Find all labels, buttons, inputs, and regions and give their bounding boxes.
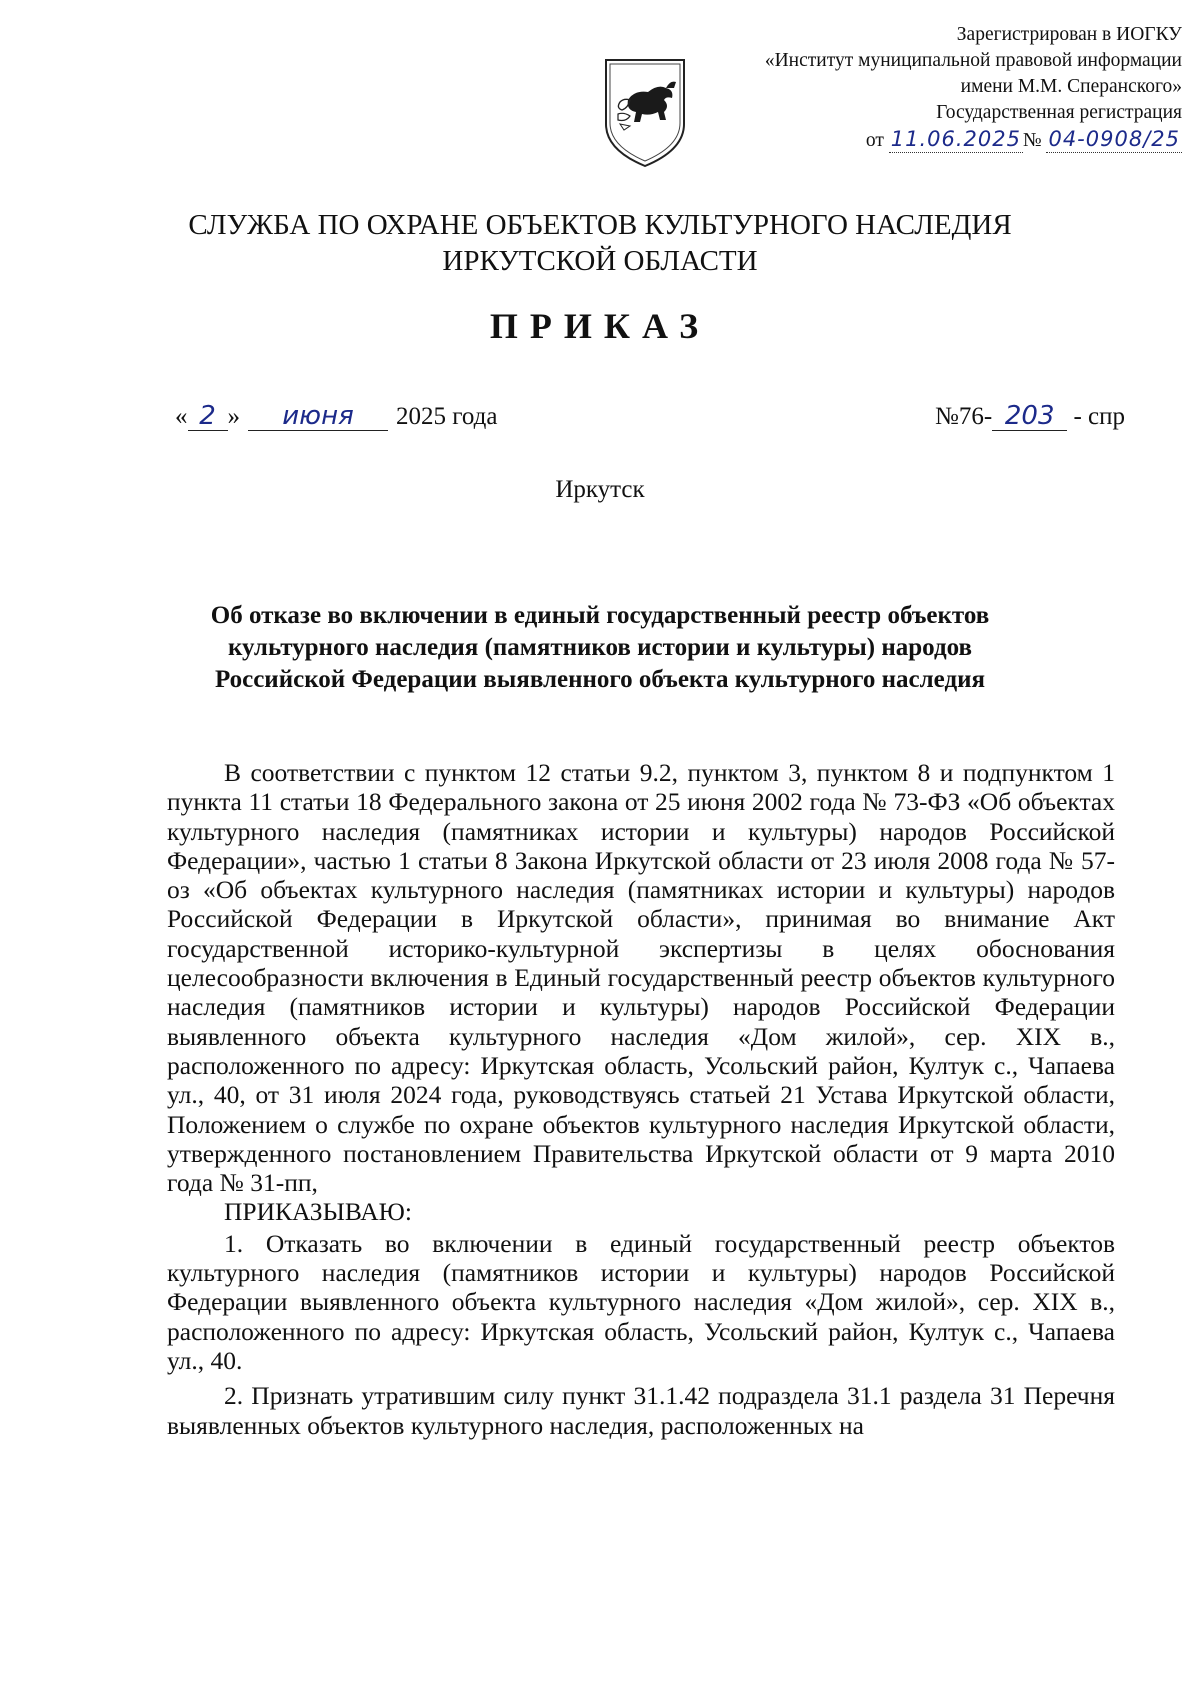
date-open-quote: «	[175, 403, 188, 430]
registration-number: 04-0908/25	[1048, 127, 1180, 151]
order-date	[175, 402, 497, 431]
registration-line: «Институт муниципальной правовой информации	[764, 50, 1182, 71]
order-year: 2025 года	[396, 403, 498, 430]
order-item: 2. Признать утратившим силу пункт 31.1.42 подраздела 31.1 раздела 31 Перечня выявленных объектов культурного наследия, расположенных на	[167, 1381, 1115, 1440]
order-month: июня	[248, 402, 388, 431]
order-word: ПРИКАЗЫВАЮ:	[224, 1197, 412, 1227]
order-date-row	[175, 402, 1125, 442]
date-close-quote: »	[227, 403, 240, 430]
order-title: ПРИКАЗ	[489, 306, 711, 346]
registration-line: Государственная регистрация	[936, 102, 1182, 123]
order-number-suffix: - спр	[1073, 403, 1125, 430]
agency-line: ИРКУТСКОЙ ОБЛАСТИ	[442, 245, 758, 277]
order-subject	[150, 600, 1050, 696]
order-number-value: 203	[992, 402, 1067, 431]
subject-line: Российской Федерации выявленного объекта культурного наследия	[214, 666, 986, 693]
registration-block	[662, 22, 1182, 154]
subject-line: Об отказе во включении в единый государственный реестр объектов	[210, 602, 990, 629]
order-day: 2	[188, 402, 228, 431]
registration-from-label: от	[865, 130, 884, 151]
order-number	[935, 402, 1125, 431]
registration-date-line	[662, 126, 1182, 154]
registration-number-label: №	[1022, 130, 1042, 151]
order-number-prefix: №76-	[935, 403, 993, 430]
agency-header	[0, 207, 1200, 279]
order-item: 1. Отказать во включении в единый государственный реестр объектов культурного наследия (памятников истории и культуры) народов Российской Федерации выявленного объекта культурного наследия «Дом жилой», сер. XIX в., расположенного по адресу: Иркутская область, Усольский район, Култук с., Чапаева ул., 40.	[167, 1228, 1115, 1375]
subject-line: культурного наследия (памятников истории и культуры) народов	[227, 634, 972, 661]
registration-date: 11.06.2025	[890, 127, 1021, 151]
registration-line: Зарегистрирован в ИОГКУ	[956, 24, 1182, 45]
registration-line: имени М.М. Сперанского»	[960, 76, 1182, 97]
preamble-paragraph: В соответствии с пунктом 12 статьи 9.2, пунктом 3, пунктом 8 и подпунктом 1 пункта 11 статьи 18 Федерального закона от 25 июня 2002 года № 73-ФЗ «Об объектах культурного наследия (памятниках истории и культуры) народов Российской Федерации», частью 1 статьи 8 Закона Иркутской области от 23 июля 2008 года № 57-оз «Об объектах культурного наследия (памятниках истории и культуры) народов Российской Федерации в Иркутской области», принимая во внимание Акт государственной историко-культурной экспертизы в целях обоснования целесообразности включения в Единый государственный реестр объектов культурного наследия (памятников истории и культуры) народов Российской Федерации выявленного объекта культурного наследия «Дом жилой», сер. XIX в., расположенного по адресу: Иркутская область, Усольский район, Култук с., Чапаева ул., 40, от 31 июля 2024 года, руководствуясь статьей 21 Устава Иркутской области, Положением о службе по охране объектов культурного наследия Иркутской области, утвержденного постановлением Правительства Иркутской области от 9 марта 2010 года № 31-пп,	[167, 758, 1115, 1198]
agency-line: СЛУЖБА ПО ОХРАНЕ ОБЪЕКТОВ КУЛЬТУРНОГО НАСЛЕДИЯ	[188, 209, 1012, 241]
order-body	[167, 758, 1115, 1440]
city: Иркутск	[555, 476, 645, 503]
